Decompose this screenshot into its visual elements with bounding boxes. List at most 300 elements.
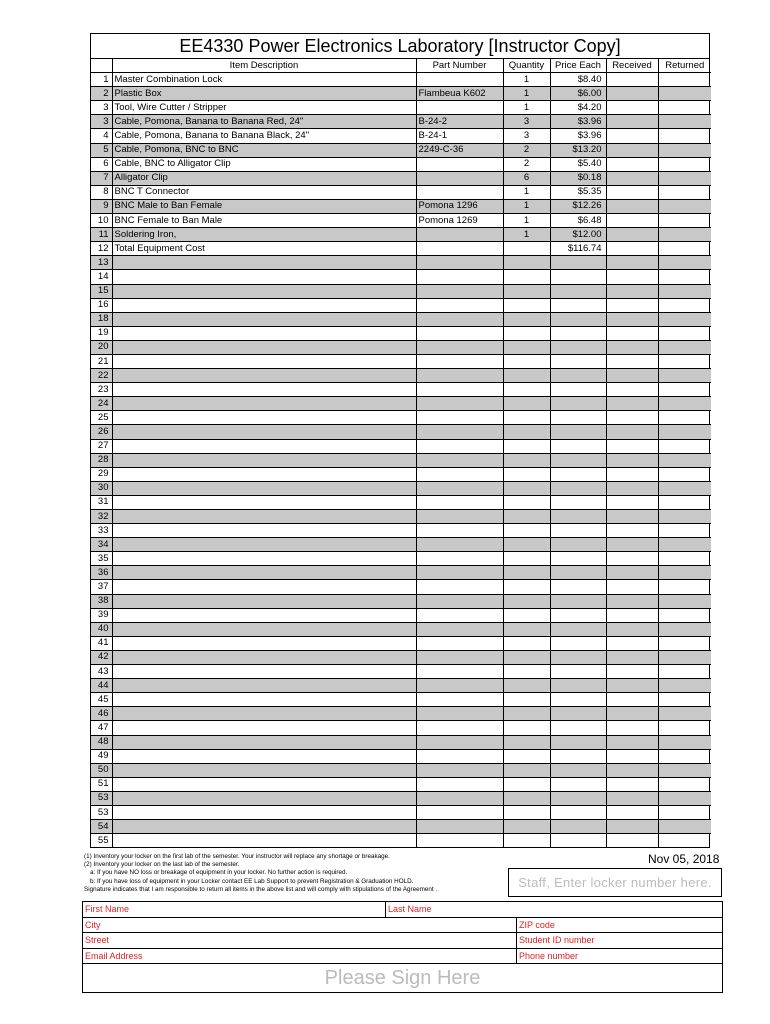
quantity[interactable] [503, 510, 550, 524]
returned-checkbox-cell[interactable] [658, 693, 711, 707]
quantity[interactable] [503, 411, 550, 425]
part-number[interactable] [416, 721, 503, 735]
quantity[interactable] [503, 326, 550, 340]
received-checkbox-cell[interactable] [606, 115, 658, 129]
returned-checkbox-cell[interactable] [658, 594, 711, 608]
part-number[interactable] [416, 312, 503, 326]
received-checkbox-cell[interactable] [606, 721, 658, 735]
returned-checkbox-cell[interactable] [658, 510, 711, 524]
received-checkbox-cell[interactable] [606, 185, 658, 199]
returned-checkbox-cell[interactable] [658, 73, 711, 87]
received-checkbox-cell[interactable] [606, 777, 658, 791]
price-each[interactable] [550, 763, 606, 777]
row-number: 15 [91, 284, 112, 298]
returned-checkbox-cell[interactable] [658, 326, 711, 340]
returned-checkbox-cell[interactable] [658, 467, 711, 481]
returned-checkbox-cell[interactable] [658, 312, 711, 326]
table-row [91, 594, 711, 608]
returned-checkbox-cell[interactable] [658, 354, 711, 368]
quantity[interactable] [503, 467, 550, 481]
part-number[interactable] [416, 608, 503, 622]
received-checkbox-cell[interactable] [606, 636, 658, 650]
received-checkbox-cell[interactable] [606, 693, 658, 707]
received-checkbox-cell[interactable] [606, 340, 658, 354]
price-each[interactable] [550, 749, 606, 763]
price-each[interactable] [550, 707, 606, 721]
returned-checkbox-cell[interactable] [658, 566, 711, 580]
quantity[interactable] [503, 354, 550, 368]
quantity[interactable] [503, 707, 550, 721]
quantity[interactable] [503, 679, 550, 693]
price-each[interactable] [550, 693, 606, 707]
quantity[interactable] [503, 270, 550, 284]
item-description[interactable] [112, 820, 416, 834]
item-description[interactable] [112, 834, 416, 848]
part-number[interactable] [416, 270, 503, 284]
part-number[interactable] [416, 439, 503, 453]
received-checkbox-cell[interactable] [606, 791, 658, 805]
item-description[interactable] [112, 566, 416, 580]
part-number[interactable] [416, 453, 503, 467]
price-each[interactable] [550, 566, 606, 580]
item-description[interactable] [112, 636, 416, 650]
part-number[interactable] [416, 749, 503, 763]
item-description[interactable] [112, 580, 416, 594]
received-checkbox-cell[interactable] [606, 552, 658, 566]
item-description[interactable] [112, 777, 416, 791]
price-each[interactable] [550, 721, 606, 735]
table-row [91, 340, 711, 354]
returned-checkbox-cell[interactable] [658, 453, 711, 467]
price-each[interactable] [550, 354, 606, 368]
received-checkbox-cell[interactable] [606, 73, 658, 87]
quantity[interactable] [503, 397, 550, 411]
part-number[interactable] [416, 326, 503, 340]
price-each[interactable] [550, 524, 606, 538]
part-number[interactable] [416, 284, 503, 298]
received-checkbox-cell[interactable] [606, 763, 658, 777]
price-each[interactable] [550, 467, 606, 481]
item-description[interactable] [112, 707, 416, 721]
returned-checkbox-cell[interactable] [658, 340, 711, 354]
price-each[interactable] [550, 298, 606, 312]
returned-checkbox-cell[interactable] [658, 538, 711, 552]
item-description[interactable] [112, 650, 416, 664]
received-checkbox-cell[interactable] [606, 834, 658, 848]
quantity[interactable] [503, 622, 550, 636]
part-number[interactable] [416, 735, 503, 749]
returned-checkbox-cell[interactable] [658, 383, 711, 397]
item-description[interactable] [112, 552, 416, 566]
quantity[interactable] [503, 594, 550, 608]
returned-checkbox-cell[interactable] [658, 199, 711, 213]
price-each[interactable] [550, 580, 606, 594]
received-checkbox-cell[interactable] [606, 270, 658, 284]
price-each[interactable] [550, 834, 606, 848]
item-description[interactable] [112, 383, 416, 397]
returned-checkbox-cell[interactable] [658, 777, 711, 791]
returned-checkbox-cell[interactable] [658, 228, 711, 242]
item-description[interactable] [112, 270, 416, 284]
returned-checkbox-cell[interactable] [658, 298, 711, 312]
item-description[interactable] [112, 622, 416, 636]
returned-checkbox-cell[interactable] [658, 270, 711, 284]
returned-checkbox-cell[interactable] [658, 481, 711, 495]
returned-checkbox-cell[interactable] [658, 171, 711, 185]
received-checkbox-cell[interactable] [606, 608, 658, 622]
returned-checkbox-cell[interactable] [658, 369, 711, 383]
returned-checkbox-cell[interactable] [658, 185, 711, 199]
part-number[interactable] [416, 665, 503, 679]
returned-checkbox-cell[interactable] [658, 115, 711, 129]
received-checkbox-cell[interactable] [606, 510, 658, 524]
part-number[interactable] [416, 524, 503, 538]
part-number[interactable] [416, 510, 503, 524]
table-row [91, 228, 711, 242]
received-checkbox-cell[interactable] [606, 143, 658, 157]
received-checkbox-cell[interactable] [606, 354, 658, 368]
quantity[interactable] [503, 481, 550, 495]
quantity[interactable] [503, 425, 550, 439]
received-checkbox-cell[interactable] [606, 326, 658, 340]
received-checkbox-cell[interactable] [606, 707, 658, 721]
received-checkbox-cell[interactable] [606, 284, 658, 298]
part-number[interactable] [416, 538, 503, 552]
price-each[interactable] [550, 805, 606, 819]
part-number[interactable] [416, 636, 503, 650]
price-each[interactable] [550, 820, 606, 834]
received-checkbox-cell[interactable] [606, 580, 658, 594]
returned-checkbox-cell[interactable] [658, 665, 711, 679]
item-description[interactable] [112, 679, 416, 693]
part-number[interactable] [416, 425, 503, 439]
returned-checkbox-cell[interactable] [658, 425, 711, 439]
locker-number-field[interactable]: Staff, Enter locker number here. [508, 868, 722, 897]
received-checkbox-cell[interactable] [606, 622, 658, 636]
received-checkbox-cell[interactable] [606, 101, 658, 115]
returned-checkbox-cell[interactable] [658, 791, 711, 805]
returned-checkbox-cell[interactable] [658, 735, 711, 749]
part-number[interactable] [416, 411, 503, 425]
received-checkbox-cell[interactable] [606, 735, 658, 749]
item-description[interactable] [112, 481, 416, 495]
student-id-field[interactable]: Student ID number [519, 935, 595, 945]
quantity[interactable] [503, 340, 550, 354]
item-description[interactable] [112, 425, 416, 439]
item-description[interactable] [112, 693, 416, 707]
row-number: 13 [91, 256, 112, 270]
price-each[interactable] [550, 608, 606, 622]
price-each[interactable] [550, 270, 606, 284]
returned-checkbox-cell[interactable] [658, 608, 711, 622]
quantity[interactable] [503, 805, 550, 819]
received-checkbox-cell[interactable] [606, 397, 658, 411]
item-description[interactable] [112, 340, 416, 354]
returned-checkbox-cell[interactable] [658, 242, 711, 256]
price-each[interactable] [550, 397, 606, 411]
part-number[interactable] [416, 791, 503, 805]
part-number[interactable] [416, 580, 503, 594]
quantity[interactable] [503, 369, 550, 383]
returned-checkbox-cell[interactable] [658, 763, 711, 777]
price-each[interactable] [550, 791, 606, 805]
received-checkbox-cell[interactable] [606, 199, 658, 213]
item-description[interactable] [112, 439, 416, 453]
item-description[interactable] [112, 805, 416, 819]
table-row [91, 270, 711, 284]
zip-code-field[interactable]: ZIP code [519, 919, 555, 930]
item-description[interactable] [112, 397, 416, 411]
returned-checkbox-cell[interactable] [658, 650, 711, 664]
quantity[interactable] [503, 777, 550, 791]
returned-checkbox-cell[interactable] [658, 820, 711, 834]
received-checkbox-cell[interactable] [606, 481, 658, 495]
returned-checkbox-cell[interactable] [658, 749, 711, 763]
price-each[interactable] [550, 552, 606, 566]
received-checkbox-cell[interactable] [606, 665, 658, 679]
quantity[interactable] [503, 453, 550, 467]
returned-checkbox-cell[interactable] [658, 721, 711, 735]
received-checkbox-cell[interactable] [606, 256, 658, 270]
quantity[interactable] [503, 552, 550, 566]
item-description[interactable] [112, 510, 416, 524]
received-checkbox-cell[interactable] [606, 411, 658, 425]
returned-checkbox-cell[interactable] [658, 707, 711, 721]
quantity[interactable] [503, 735, 550, 749]
signature-field[interactable]: Please Sign Here [324, 966, 481, 989]
quantity[interactable] [503, 608, 550, 622]
received-checkbox-cell[interactable] [606, 228, 658, 242]
part-number[interactable] [416, 481, 503, 495]
price-each[interactable] [550, 284, 606, 298]
returned-checkbox-cell[interactable] [658, 101, 711, 115]
returned-checkbox-cell[interactable] [658, 411, 711, 425]
part-number[interactable] [416, 679, 503, 693]
returned-checkbox-cell[interactable] [658, 214, 711, 228]
item-description[interactable] [112, 735, 416, 749]
received-checkbox-cell[interactable] [606, 87, 658, 101]
table-row [91, 538, 711, 552]
price-each[interactable] [550, 777, 606, 791]
returned-checkbox-cell[interactable] [658, 143, 711, 157]
quantity[interactable] [503, 538, 550, 552]
received-checkbox-cell[interactable] [606, 805, 658, 819]
part-number[interactable] [416, 622, 503, 636]
first-name-field[interactable]: First Name [83, 902, 386, 917]
returned-checkbox-cell[interactable] [658, 524, 711, 538]
part-number[interactable] [416, 763, 503, 777]
quantity[interactable] [503, 566, 550, 580]
returned-checkbox-cell[interactable] [658, 495, 711, 509]
item-description[interactable] [112, 495, 416, 509]
email-field[interactable]: Email Address [83, 949, 517, 964]
price-each[interactable] [550, 425, 606, 439]
quantity[interactable] [503, 298, 550, 312]
price-each[interactable] [550, 735, 606, 749]
part-number[interactable] [416, 566, 503, 580]
item-description[interactable] [112, 538, 416, 552]
price-each[interactable] [550, 369, 606, 383]
price-each[interactable] [550, 326, 606, 340]
returned-checkbox-cell[interactable] [658, 834, 711, 848]
part-number[interactable] [416, 467, 503, 481]
received-checkbox-cell[interactable] [606, 171, 658, 185]
item-description[interactable] [112, 312, 416, 326]
price-each[interactable] [550, 679, 606, 693]
item-description[interactable] [112, 763, 416, 777]
quantity[interactable] [503, 636, 550, 650]
quantity[interactable] [503, 580, 550, 594]
part-number[interactable] [416, 397, 503, 411]
returned-checkbox-cell[interactable] [658, 129, 711, 143]
item-description[interactable] [112, 298, 416, 312]
received-checkbox-cell[interactable] [606, 495, 658, 509]
quantity[interactable] [503, 834, 550, 848]
price-each[interactable] [550, 383, 606, 397]
received-checkbox-cell[interactable] [606, 820, 658, 834]
received-checkbox-cell[interactable] [606, 566, 658, 580]
quantity[interactable] [503, 820, 550, 834]
price-each[interactable] [550, 665, 606, 679]
part-number[interactable] [416, 354, 503, 368]
received-checkbox-cell[interactable] [606, 453, 658, 467]
item-description[interactable] [112, 721, 416, 735]
part-number[interactable] [416, 552, 503, 566]
item-description[interactable] [112, 467, 416, 481]
received-checkbox-cell[interactable] [606, 439, 658, 453]
part-number[interactable] [416, 820, 503, 834]
item-description[interactable] [112, 453, 416, 467]
item-description[interactable] [112, 256, 416, 270]
col-header-received: Received [606, 59, 658, 73]
part-number[interactable] [416, 340, 503, 354]
item-description: Cable, BNC to Alligator Clip [112, 157, 416, 171]
received-checkbox-cell[interactable] [606, 425, 658, 439]
returned-checkbox-cell[interactable] [658, 552, 711, 566]
received-checkbox-cell[interactable] [606, 538, 658, 552]
price-each[interactable] [550, 636, 606, 650]
returned-checkbox-cell[interactable] [658, 622, 711, 636]
price-each[interactable] [550, 650, 606, 664]
quantity[interactable] [503, 383, 550, 397]
returned-checkbox-cell[interactable] [658, 256, 711, 270]
quantity[interactable] [503, 693, 550, 707]
price-each[interactable] [550, 411, 606, 425]
item-description[interactable] [112, 326, 416, 340]
received-checkbox-cell[interactable] [606, 594, 658, 608]
item-description[interactable] [112, 524, 416, 538]
part-number[interactable] [416, 495, 503, 509]
price-each[interactable] [550, 538, 606, 552]
price-each[interactable] [550, 622, 606, 636]
quantity[interactable] [503, 749, 550, 763]
received-checkbox-cell[interactable] [606, 524, 658, 538]
quantity[interactable] [503, 763, 550, 777]
quantity[interactable] [503, 439, 550, 453]
quantity[interactable] [503, 284, 550, 298]
returned-checkbox-cell[interactable] [658, 87, 711, 101]
price-each[interactable] [550, 453, 606, 467]
part-number[interactable] [416, 383, 503, 397]
item-description[interactable] [112, 369, 416, 383]
price-each[interactable] [550, 510, 606, 524]
price-each[interactable] [550, 594, 606, 608]
quantity[interactable] [503, 665, 550, 679]
received-checkbox-cell[interactable] [606, 242, 658, 256]
quantity[interactable] [503, 650, 550, 664]
received-checkbox-cell[interactable] [606, 467, 658, 481]
quantity[interactable] [503, 312, 550, 326]
returned-checkbox-cell[interactable] [658, 580, 711, 594]
received-checkbox-cell[interactable] [606, 650, 658, 664]
received-checkbox-cell[interactable] [606, 383, 658, 397]
received-checkbox-cell[interactable] [606, 749, 658, 763]
received-checkbox-cell[interactable] [606, 679, 658, 693]
row-number: 25 [91, 411, 112, 425]
item-description[interactable] [112, 354, 416, 368]
received-checkbox-cell[interactable] [606, 369, 658, 383]
part-number[interactable] [416, 256, 503, 270]
last-name-field[interactable]: Last Name [388, 904, 432, 914]
received-checkbox-cell[interactable] [606, 214, 658, 228]
part-number[interactable] [416, 594, 503, 608]
row-number: 33 [91, 524, 112, 538]
quantity[interactable] [503, 524, 550, 538]
street-field[interactable]: Street [83, 933, 517, 948]
part-number[interactable] [416, 805, 503, 819]
returned-checkbox-cell[interactable] [658, 439, 711, 453]
item-description[interactable] [112, 665, 416, 679]
price-each[interactable] [550, 439, 606, 453]
part-number[interactable] [416, 369, 503, 383]
returned-checkbox-cell[interactable] [658, 679, 711, 693]
price-each[interactable] [550, 495, 606, 509]
price-each[interactable] [550, 481, 606, 495]
part-number[interactable] [416, 693, 503, 707]
returned-checkbox-cell[interactable] [658, 805, 711, 819]
returned-checkbox-cell[interactable] [658, 397, 711, 411]
part-number[interactable] [416, 707, 503, 721]
part-number[interactable] [416, 777, 503, 791]
returned-checkbox-cell[interactable] [658, 284, 711, 298]
price-each[interactable] [550, 256, 606, 270]
item-description[interactable] [112, 411, 416, 425]
received-checkbox-cell[interactable] [606, 157, 658, 171]
part-number[interactable] [416, 834, 503, 848]
item-description[interactable] [112, 594, 416, 608]
item-description[interactable] [112, 284, 416, 298]
received-checkbox-cell[interactable] [606, 312, 658, 326]
quantity[interactable] [503, 495, 550, 509]
price-each[interactable] [550, 340, 606, 354]
quantity[interactable] [503, 721, 550, 735]
part-number[interactable] [416, 650, 503, 664]
price-each[interactable] [550, 312, 606, 326]
item-description[interactable] [112, 608, 416, 622]
quantity[interactable] [503, 791, 550, 805]
quantity[interactable] [503, 256, 550, 270]
table-row [91, 157, 711, 171]
item-description[interactable] [112, 749, 416, 763]
part-number[interactable] [416, 298, 503, 312]
city-field[interactable]: City [83, 918, 517, 933]
returned-checkbox-cell[interactable] [658, 157, 711, 171]
received-checkbox-cell[interactable] [606, 298, 658, 312]
returned-checkbox-cell[interactable] [658, 636, 711, 650]
item-description[interactable] [112, 791, 416, 805]
received-checkbox-cell[interactable] [606, 129, 658, 143]
phone-field[interactable]: Phone number [519, 950, 579, 961]
